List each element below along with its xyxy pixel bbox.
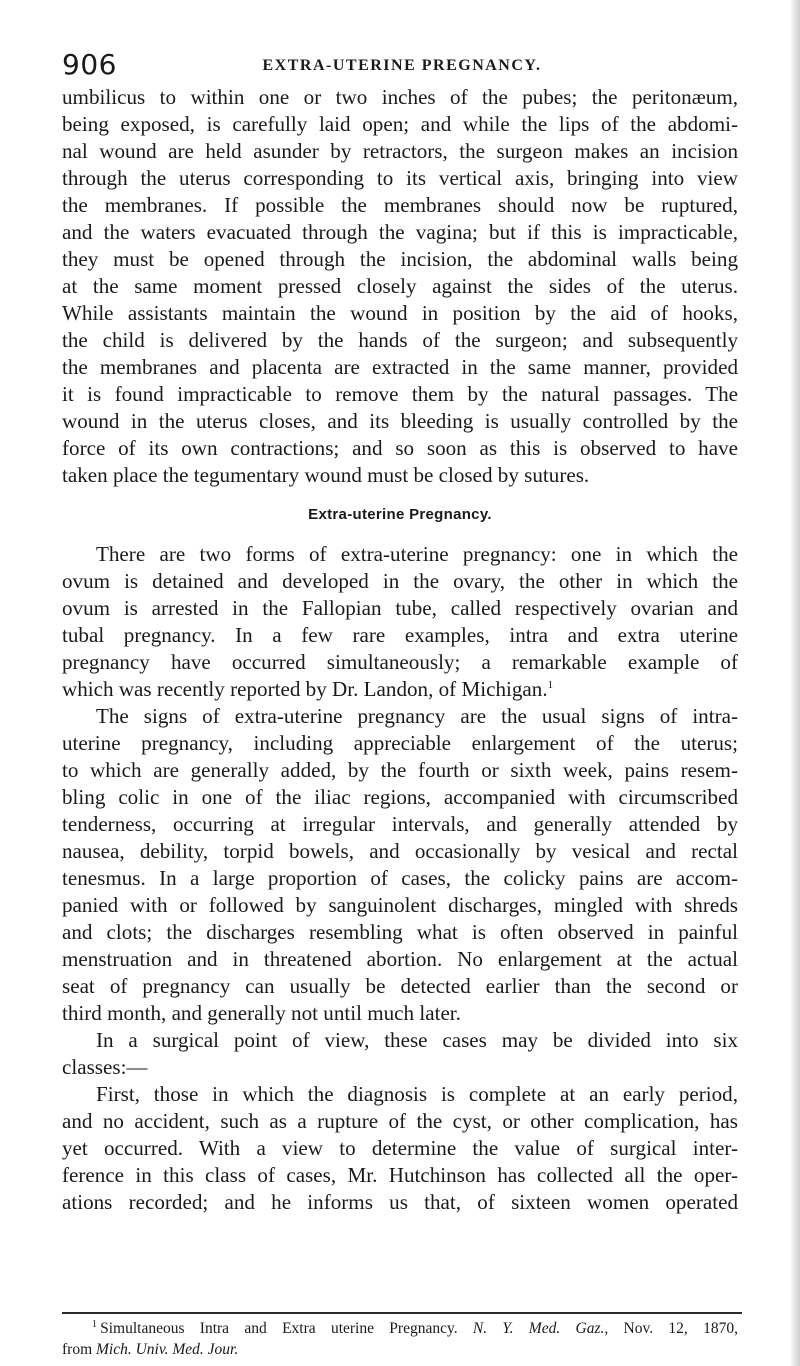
text-line: First, those in which the diagnosis is complete at an early period, [96, 1082, 738, 1106]
text-line: There are two forms of extra-uterine pregnancy: one in which the [96, 542, 738, 566]
text-line: taken place the tegumentary wound must be closed by sutures. [62, 463, 590, 487]
footnote-divider [62, 1312, 742, 1314]
footnote-date: , Nov. 12, 1870, [604, 1320, 738, 1337]
text-line: In a surgical point of view, these cases may be divided into six [96, 1028, 738, 1052]
text-line: uterine pregnancy, including appreciable enlargement of the uterus; [62, 731, 738, 755]
paragraph [62, 541, 738, 703]
text-line: nal wound are held asunder by retractors, the surgeon makes an incision [62, 139, 738, 163]
text-line: the child is delivered by the hands of the surgeon; and subsequently [62, 328, 738, 352]
text-line: the membranes and placenta are extracted in the same manner, provided [62, 355, 738, 379]
text-line: at the same moment pressed closely against the sides of the uterus. [62, 274, 738, 298]
footnote-marker: 1 [92, 1319, 97, 1330]
footnote-reference: 1 [547, 679, 554, 691]
text-line: tenderness, occurring at irregular intervals, and generally attended by [62, 812, 738, 836]
footnote-line [62, 1318, 738, 1339]
text-line: ations recorded; and he informs us that, of sixteen women operated [62, 1190, 738, 1214]
running-head: EXTRA-UTERINE PREGNANCY. [262, 57, 542, 74]
text-line: to which are generally added, by the fourth or sixth week, pains resem- [62, 758, 738, 782]
paragraph [62, 703, 738, 1027]
text-line: While assistants maintain the wound in position by the aid of hooks, [62, 301, 738, 325]
text-line: umbilicus to within one or two inches of the pubes; the peritonæum, [62, 85, 738, 109]
text-line: nausea, debility, torpid bowels, and occasionally by vesical and rectal [62, 839, 738, 863]
text-line: tubal pregnancy. In a few rare examples, intra and extra uterine [62, 623, 738, 647]
footnotes [62, 1318, 738, 1360]
text-line: wound in the uterus closes, and its bleeding is usually controlled by the [62, 409, 738, 433]
text-line [62, 676, 738, 703]
footnote-line [62, 1339, 738, 1360]
text-line: it is found impracticable to remove them by the natural passages. The [62, 382, 738, 406]
text-line: being exposed, is carefully laid open; and while the lips of the abdomi- [62, 112, 738, 136]
text-line: pregnancy have occurred simultaneously; a remarkable example of [62, 650, 738, 674]
text-line: ference in this class of cases, Mr. Hutchinson has collected all the oper- [62, 1163, 738, 1187]
paragraph [62, 84, 738, 489]
page-header [62, 48, 742, 88]
text-line: panied with or followed by sanguinolent discharges, mingled with shreds [62, 893, 738, 917]
text-line: force of its own contractions; and so soon as this is observed to have [62, 436, 738, 460]
page-number: 906 [62, 48, 117, 81]
footnote-source: Mich. Univ. Med. Jour. [96, 1341, 239, 1358]
text-line-content: which was recently reported by Dr. Landon, of Michigan. [62, 677, 548, 701]
text-line: ovum is detained and developed in the ovary, the other in which the [62, 569, 738, 593]
footnote-journal: N. Y. Med. Gaz. [472, 1320, 605, 1337]
text-line: classes:— [62, 1055, 148, 1079]
text-line: bling colic in one of the iliac regions, accompanied with circumscribed [62, 785, 738, 809]
text-line: and no accident, such as a rupture of the cyst, or other complication, has [62, 1109, 738, 1133]
paragraph [62, 1081, 738, 1216]
text-line: through the uterus corresponding to its vertical axis, bringing into view [62, 166, 738, 190]
page-edge-shadow [790, 0, 800, 1366]
text-line: ovum is arrested in the Fallopian tube, called respectively ovarian and [62, 596, 738, 620]
text-line: yet occurred. With a view to determine the value of surgical inter- [62, 1136, 738, 1160]
text-line: menstruation and in threatened abortion. No enlargement at the actual [62, 947, 738, 971]
text-line: the membranes. If possible the membranes should now be ruptured, [62, 193, 738, 217]
text-line: third month, and generally not until much later. [62, 1001, 461, 1025]
footnote-from: from [62, 1341, 93, 1358]
text-line: they must be opened through the incision, the abdominal walls being [62, 247, 738, 271]
section-heading: Extra-uterine Pregnancy. [308, 506, 492, 523]
text-line: seat of pregnancy can usually be detected earlier than the second or [62, 974, 738, 998]
text-line: and the waters evacuated through the vagina; but if this is impracticable, [62, 220, 738, 244]
text-line: and clots; the discharges resembling what is often observed in painful [62, 920, 738, 944]
text-line: The signs of extra-uterine pregnancy are the usual signs of intra- [96, 704, 738, 728]
body-text [62, 84, 738, 1216]
paragraph [62, 1027, 738, 1081]
footnote-title: Simultaneous Intra and Extra uterine Pregnancy. [100, 1320, 458, 1337]
text-line: tenesmus. In a large proportion of cases, the colicky pains are accom- [62, 866, 738, 890]
